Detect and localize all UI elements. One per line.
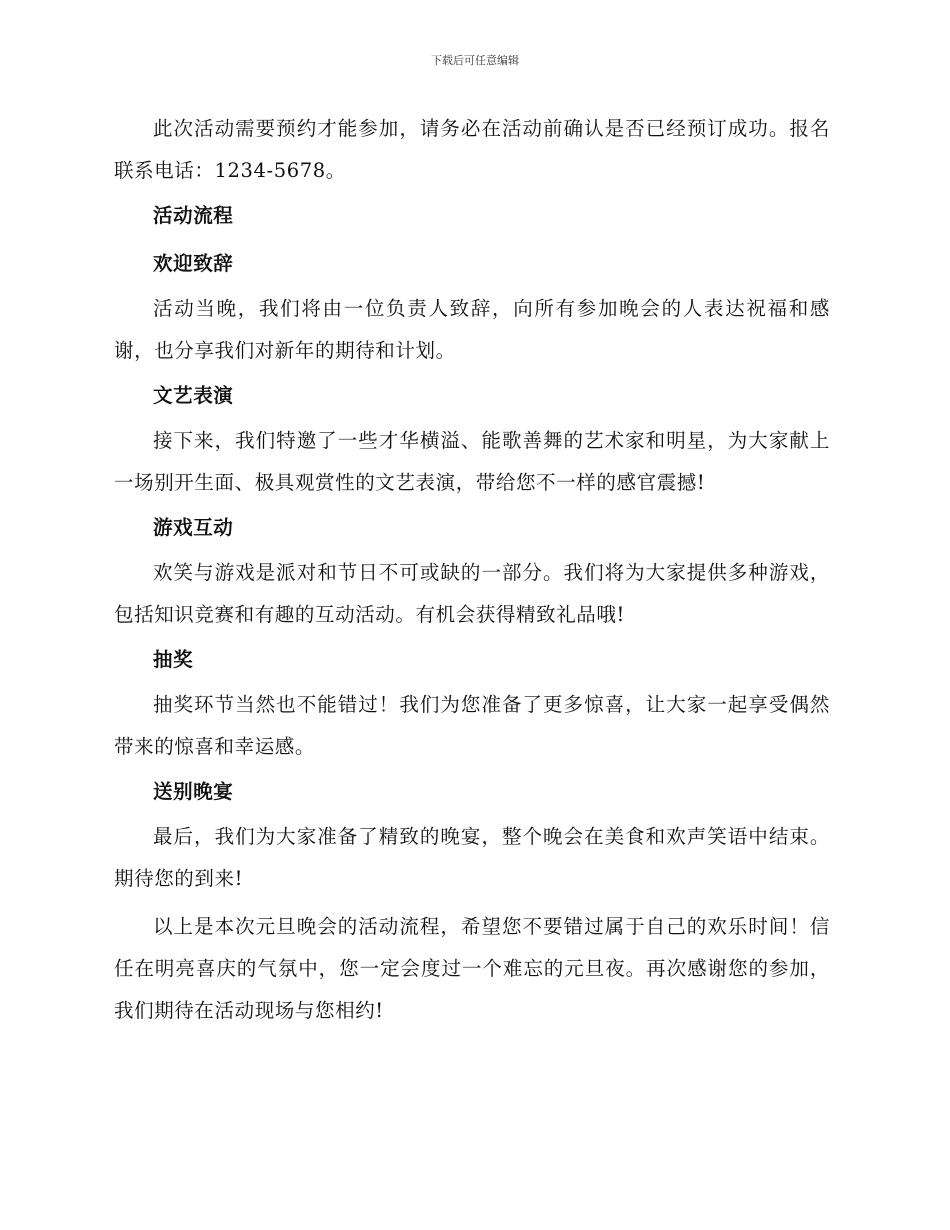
intro-paragraph: 此次活动需要预约才能参加，请务必在活动前确认是否已经预订成功。报名联系电话：1234-5678。 [114,117,830,182]
document-body [114,108,830,1032]
banquet-heading: 送别晚宴 [153,780,234,803]
banquet-paragraph: 最后，我们为大家准备了精致的晚宴，整个晚会在美食和欢声笑语中结束。期待您的到来! [114,825,830,890]
games-paragraph: 欢笑与游戏是派对和节日不可或缺的一部分。我们将为大家提供多种游戏，包括知识竞赛和有趣的互动活动。有机会获得精致礼品哦! [114,561,830,626]
lottery-paragraph: 抽奖环节当然也不能错过！我们为您准备了更多惊喜，让大家一起享受偶然带来的惊喜和幸运感。 [114,693,830,758]
closing-paragraph: 以上是本次元旦晚会的活动流程，希望您不要错过属于自己的欢乐时间！信任在明亮喜庆的气氛中，您一定会度过一个难忘的元旦夜。再次感谢您的参加，我们期待在活动现场与您相约! [114,915,830,1022]
welcome-heading: 欢迎致辞 [153,252,234,275]
lottery-heading: 抽奖 [153,648,194,671]
performance-heading: 文艺表演 [153,384,234,407]
welcome-paragraph: 活动当晚，我们将由一位负责人致辞，向所有参加晚会的人表达祝福和感谢，也分享我们对新年的期待和计划。 [114,297,830,362]
games-heading: 游戏互动 [153,516,234,539]
flow-heading: 活动流程 [153,204,234,227]
performance-paragraph: 接下来，我们特邀了一些才华横溢、能歌善舞的艺术家和明星，为大家献上一场别开生面、极具观赏性的文艺表演，带给您不一样的感官震撼! [114,429,830,494]
page-header: 下载后可任意编辑 [431,54,519,67]
